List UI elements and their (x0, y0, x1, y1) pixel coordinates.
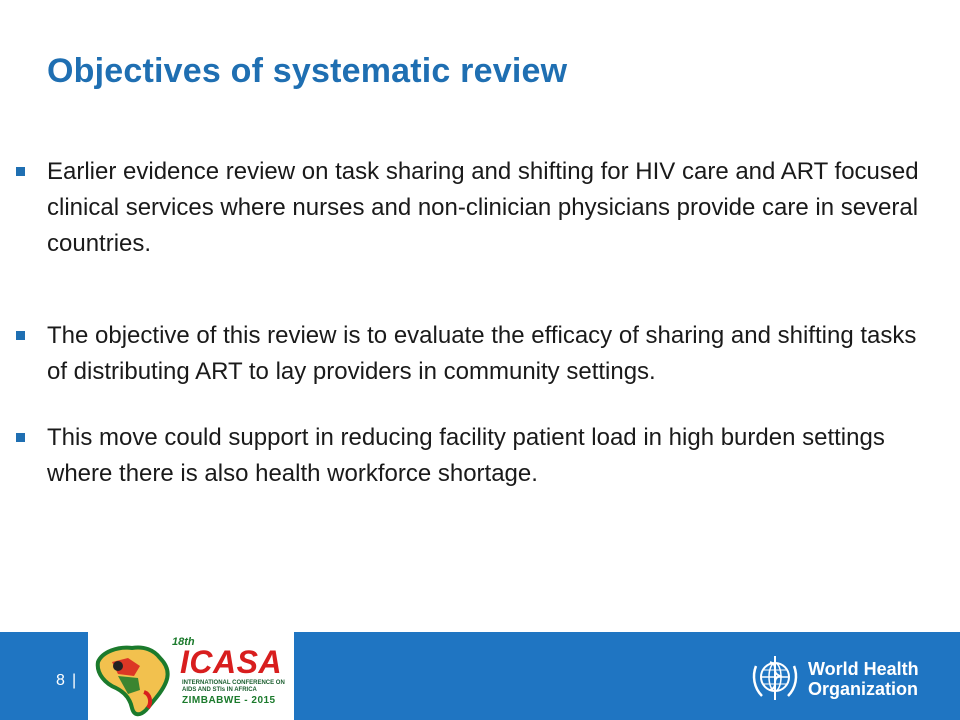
bullet-item (10, 318, 920, 390)
bullet-text: Earlier evidence review on task sharing and shifting for HIV care and ART focused clinical services where nurses and non-clinician physicians provide care in several countries. (47, 158, 919, 257)
icasa-location: ZIMBABWE - 2015 (182, 695, 276, 706)
bullet-text: This move could support in reducing facility patient load in high burden settings where there is also health workforce shortage. (47, 424, 885, 487)
bullet-text: The objective of this review is to evaluate the efficacy of sharing and shifting tasks of distributing ART to lay providers in community settings. (47, 322, 917, 385)
square-bullet-icon (16, 167, 25, 176)
bullet-item (10, 154, 920, 262)
who-name-line1: World Health (808, 659, 919, 679)
page-number: 8 (56, 672, 65, 689)
icasa-name: ICASA (180, 644, 283, 680)
bullet-item (10, 420, 920, 492)
slide-title: Objectives of systematic review (47, 52, 568, 90)
icasa-edition: 18th (172, 636, 195, 648)
bullet-list (10, 154, 920, 492)
page-separator: | (72, 672, 77, 689)
who-name-line2: Organization (808, 679, 919, 699)
icasa-subtitle: INTERNATIONAL CONFERENCE ON AIDS AND STIs IN AFRICA (182, 680, 285, 693)
icasa-logo (88, 632, 294, 720)
square-bullet-icon (16, 433, 25, 442)
square-bullet-icon (16, 331, 25, 340)
who-emblem-icon (750, 652, 800, 702)
